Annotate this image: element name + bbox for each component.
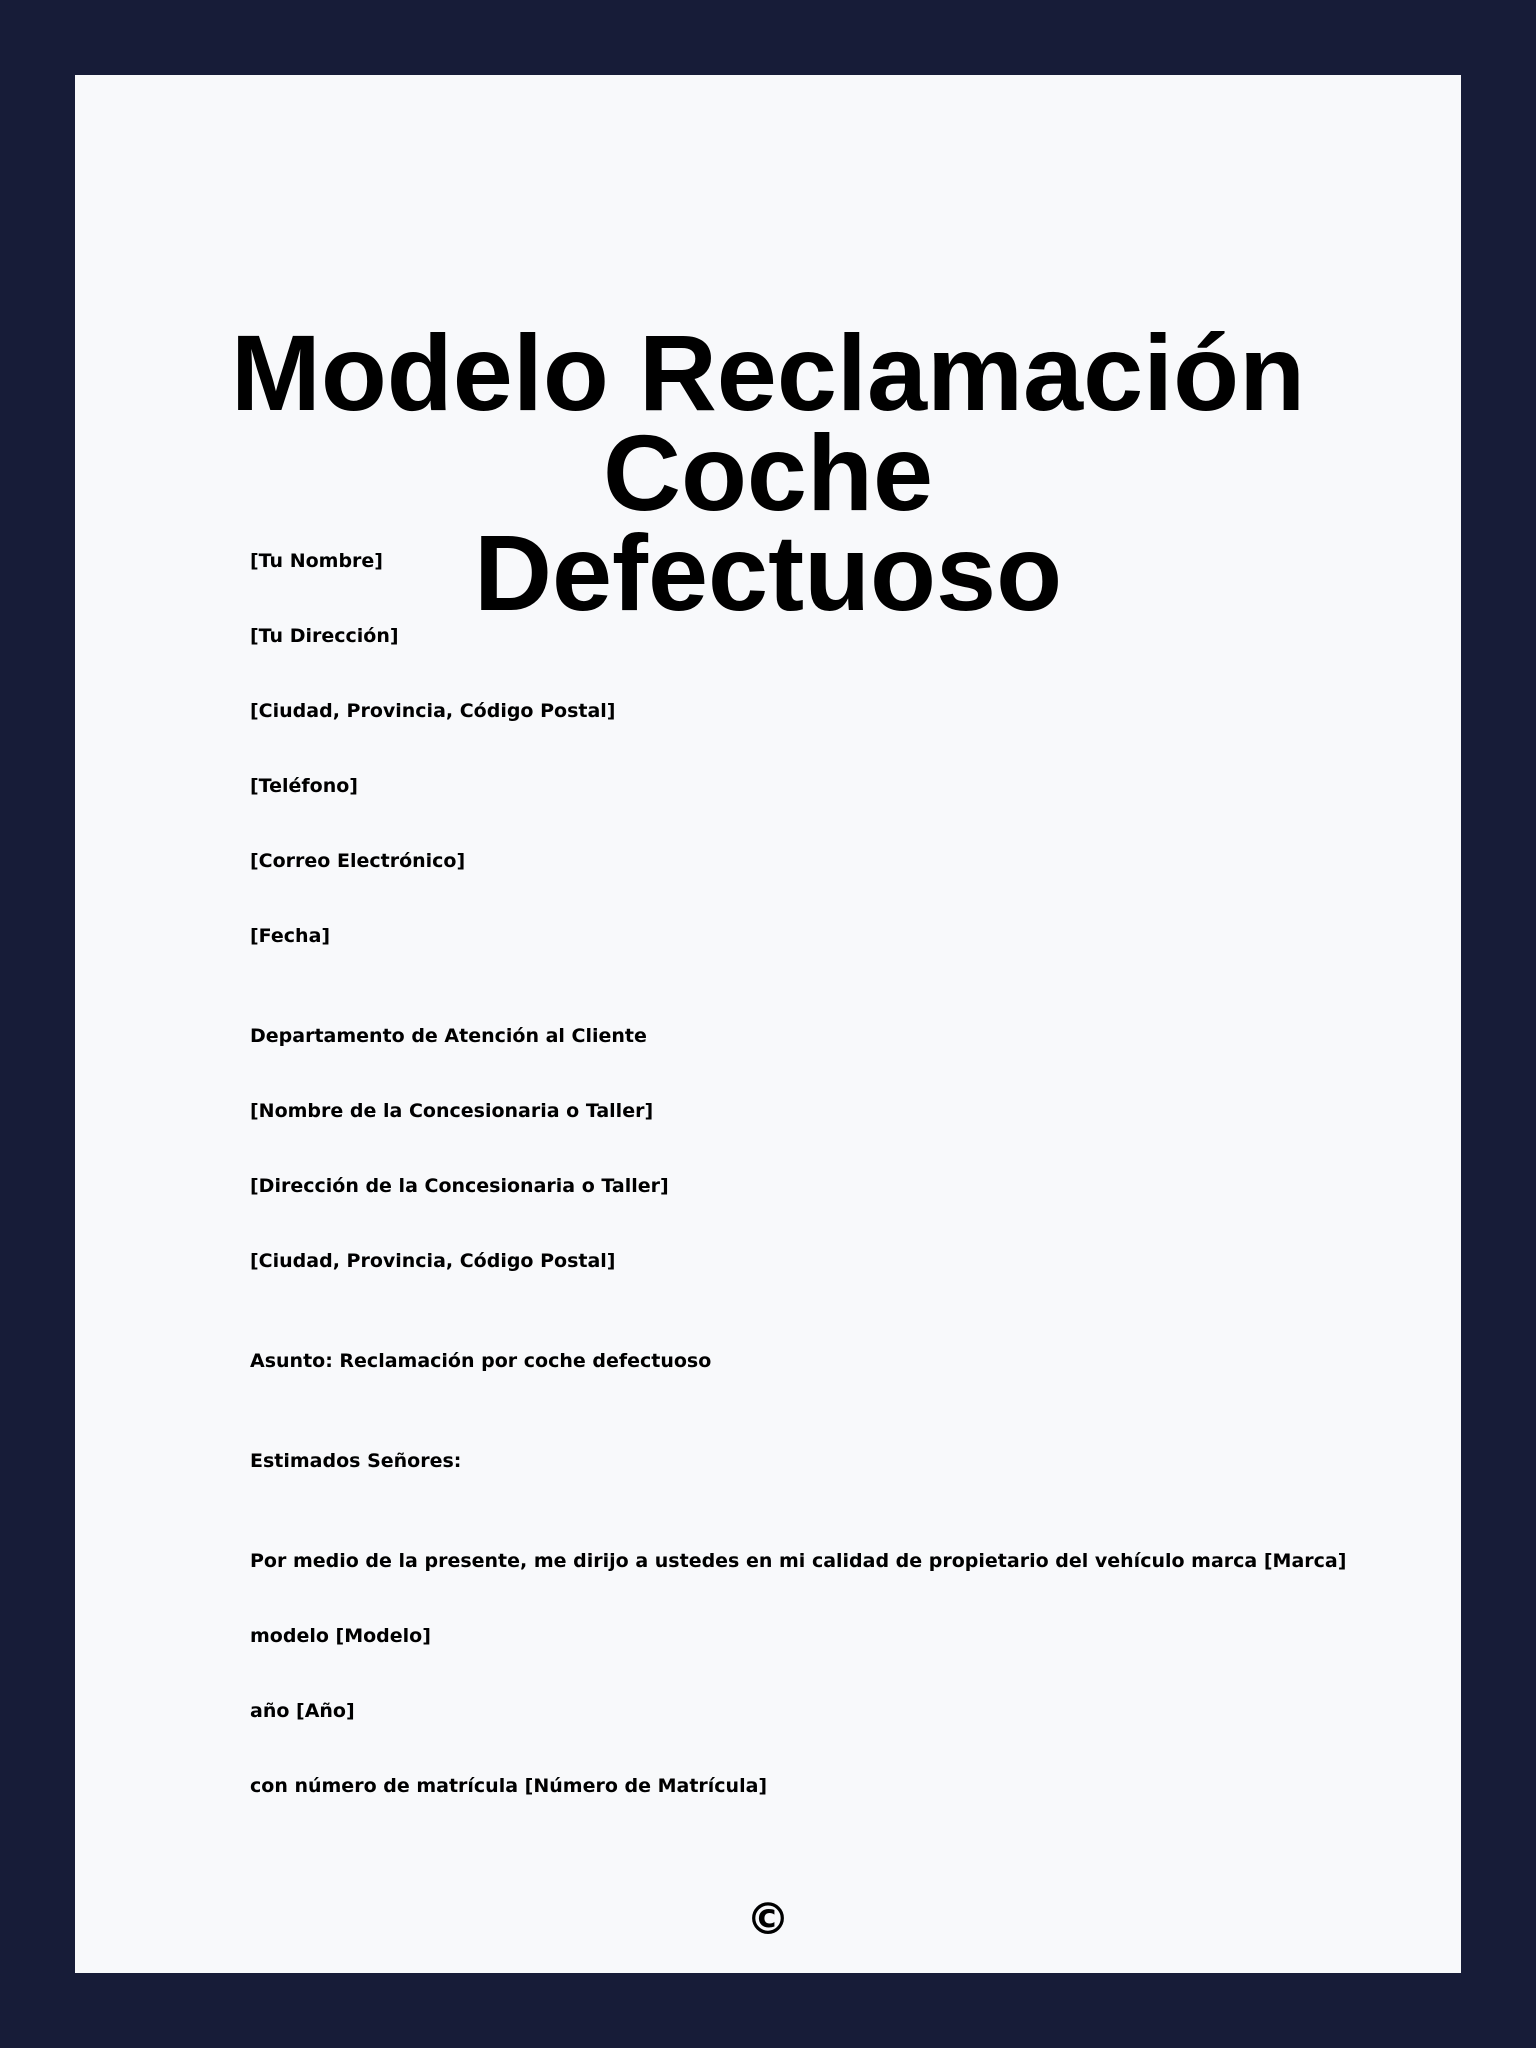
- body-line-3: año [Año]: [250, 1700, 355, 1722]
- document-page: [75, 75, 1461, 1973]
- recipient-name: [Nombre de la Concesionaria o Taller]: [250, 1100, 654, 1122]
- letter-greeting: Estimados Señores:: [250, 1450, 462, 1472]
- sender-name: [Tu Nombre]: [250, 550, 383, 572]
- recipient-address: [Dirección de la Concesionaria o Taller]: [250, 1175, 669, 1197]
- title-line-1: Modelo Reclamación Coche: [230, 312, 1306, 533]
- body-line-2: modelo [Modelo]: [250, 1625, 431, 1647]
- recipient-city: [Ciudad, Provincia, Código Postal]: [250, 1250, 616, 1272]
- recipient-department: Departamento de Atención al Cliente: [250, 1025, 647, 1047]
- sender-date: [Fecha]: [250, 925, 331, 947]
- copyright-icon: ©: [746, 1894, 790, 1945]
- letter-subject: Asunto: Reclamación por coche defectuoso: [250, 1350, 712, 1372]
- body-line-1: Por medio de la presente, me dirijo a ustedes en mi calidad de propietario del vehículo marca [Marca]: [250, 1550, 1347, 1572]
- sender-address: [Tu Dirección]: [250, 625, 399, 647]
- sender-phone: [Teléfono]: [250, 775, 358, 797]
- sender-email: [Correo Electrónico]: [250, 850, 466, 872]
- sender-city: [Ciudad, Provincia, Código Postal]: [250, 700, 616, 722]
- document-title: [75, 312, 1461, 633]
- title-line-2: Defectuoso: [473, 512, 1063, 633]
- body-line-4: con número de matrícula [Número de Matrícula]: [250, 1775, 768, 1797]
